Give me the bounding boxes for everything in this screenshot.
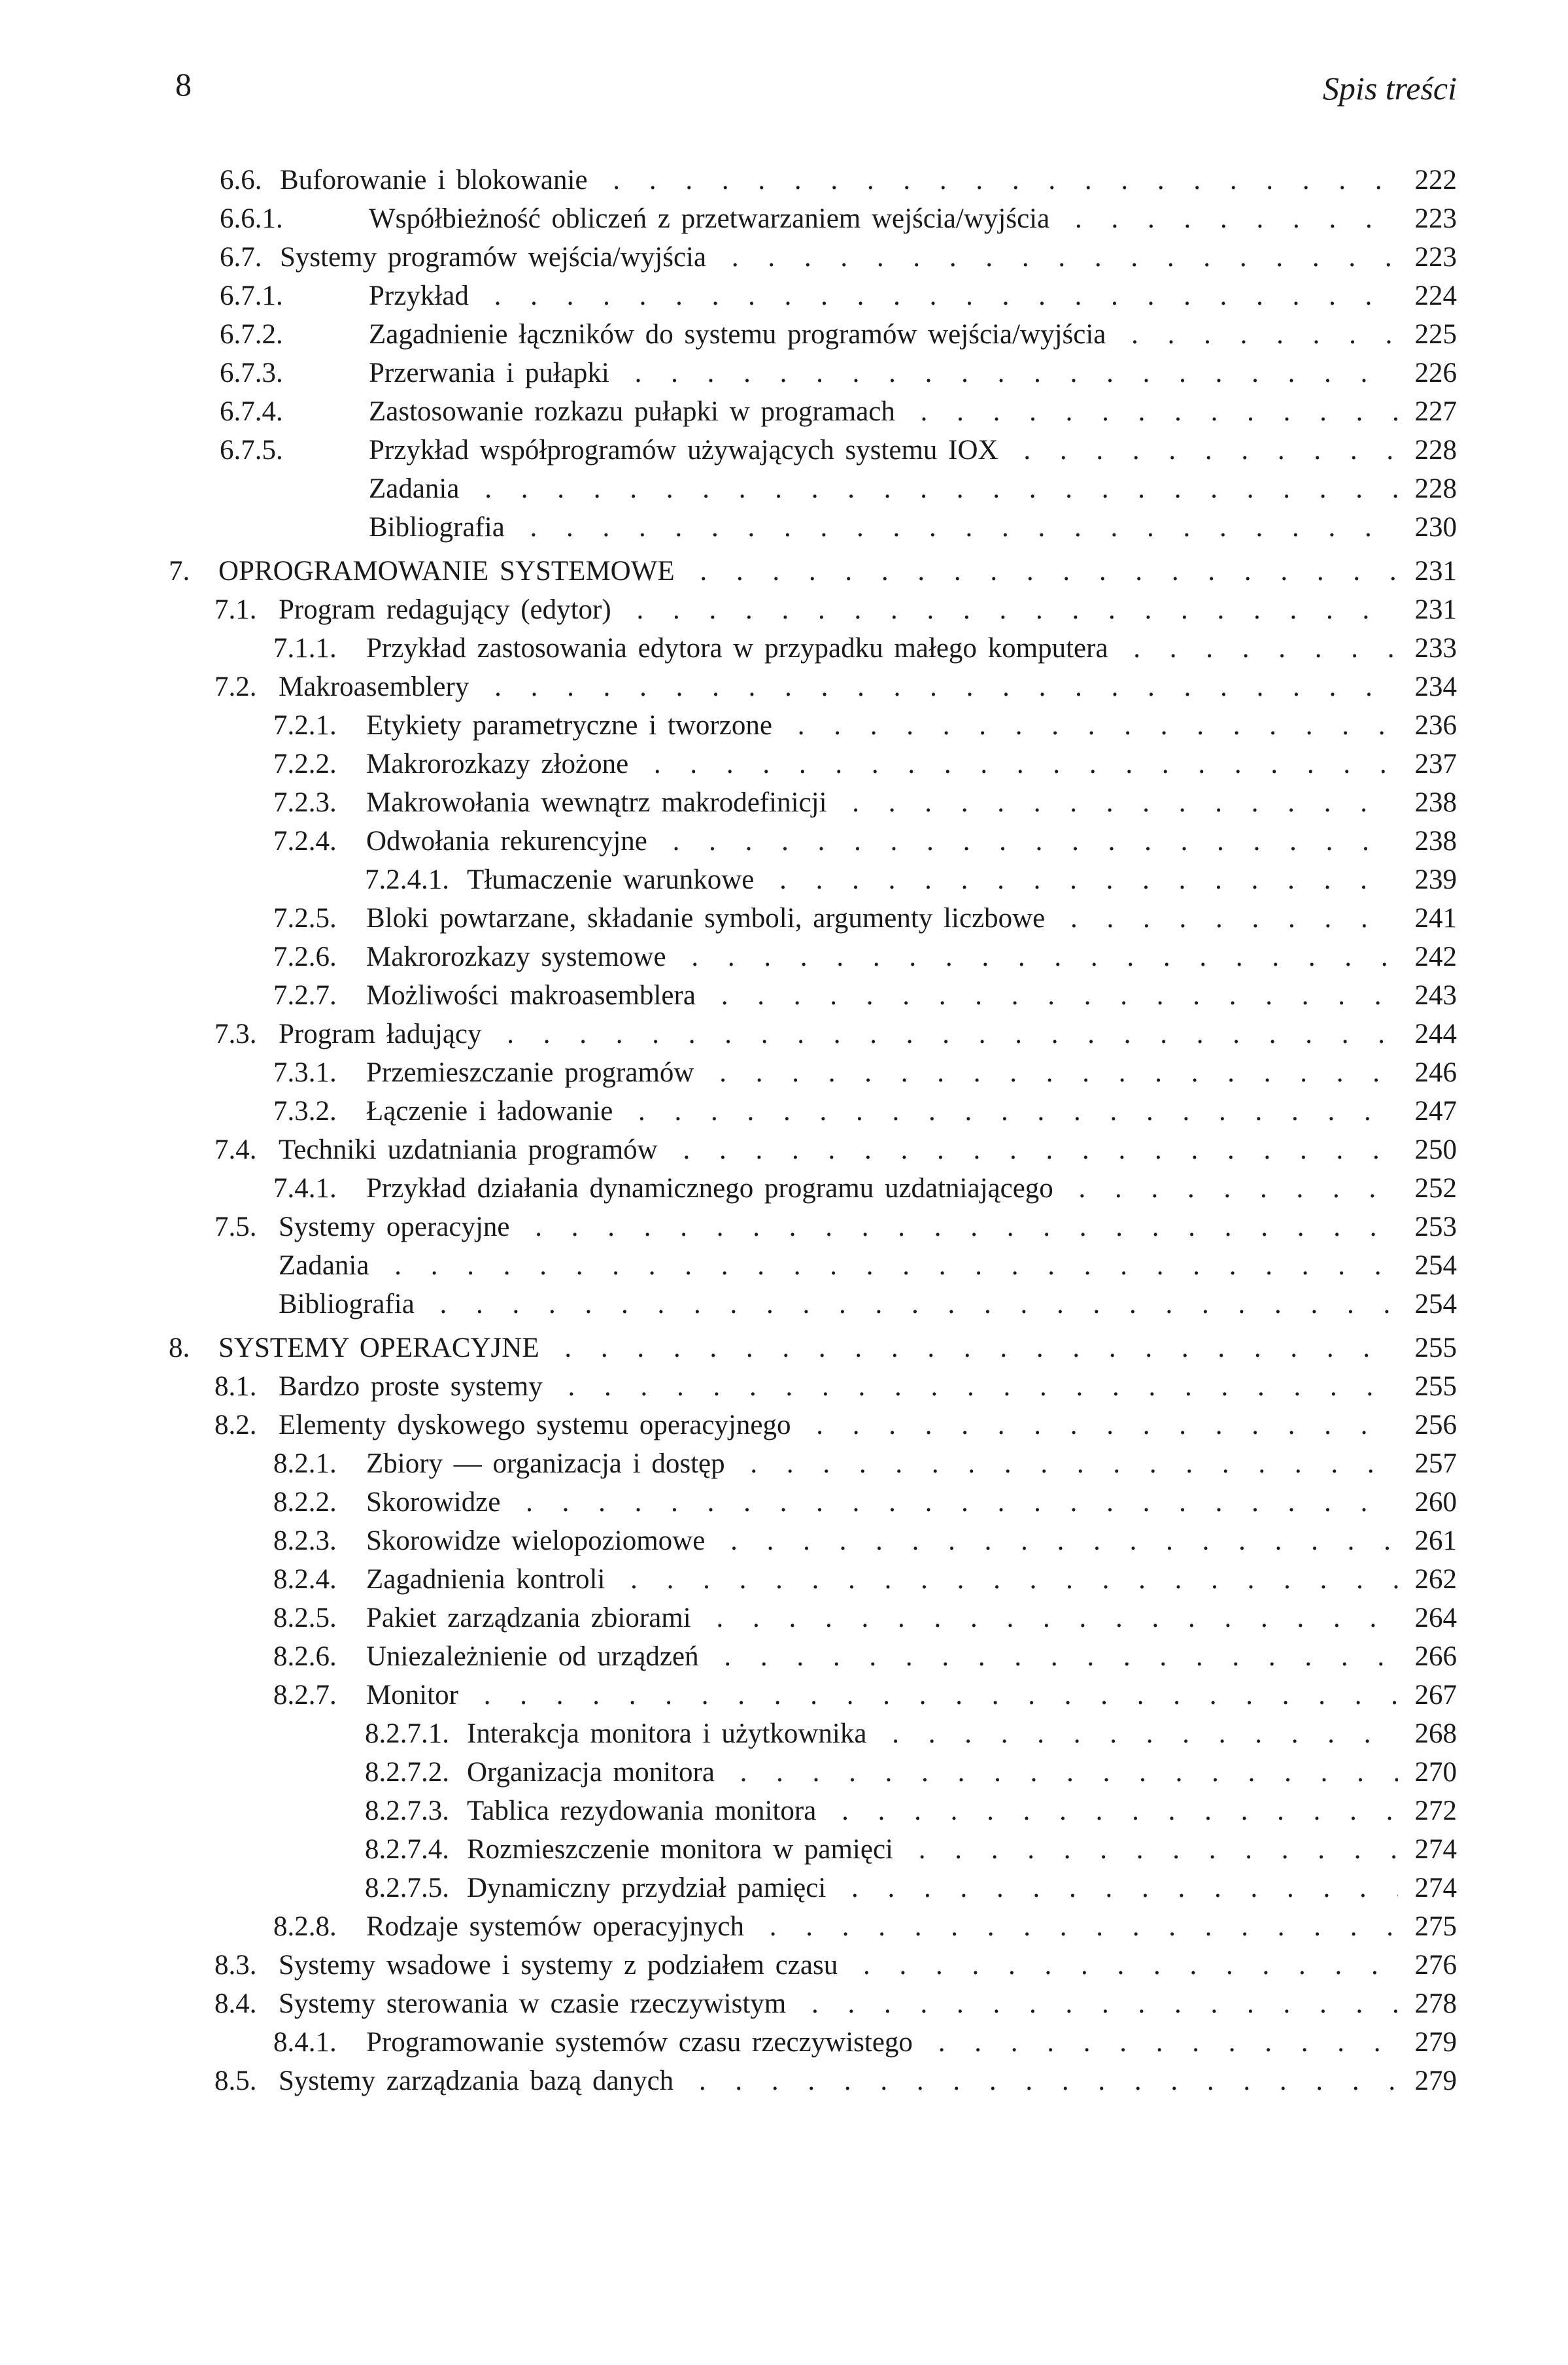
toc-entry-title-text: Tłumaczenie warunkowe	[467, 864, 759, 895]
toc-entry-title-text: Przykład działania dynamicznego programu uzdatniającego	[366, 1173, 1059, 1204]
toc-entry-title-text: Systemy zarządzania bazą danych	[279, 2066, 679, 2096]
toc-entry-page: 222	[1401, 161, 1457, 200]
toc-entry-page: 267	[1401, 1676, 1457, 1715]
toc-entry	[0, 392, 1568, 432]
toc-entry-title	[369, 392, 1398, 432]
toc-entry	[0, 199, 1568, 239]
toc-entry-title	[467, 1869, 1398, 1908]
toc-entry	[0, 1015, 1568, 1054]
toc-entry-title	[366, 1053, 1398, 1093]
toc-entry	[0, 1676, 1568, 1715]
toc-entry-title	[366, 745, 1398, 784]
toc-entry-title-text: Zagadnienie łączników do systemu programów wejścia/wyjścia	[369, 319, 1111, 350]
toc-entry-page: 236	[1401, 706, 1457, 745]
toc-entry-title	[369, 277, 1398, 316]
toc-entry-number: 8.2.7.2.	[365, 1757, 449, 1788]
toc-entry-title	[366, 783, 1398, 823]
toc-entry-title-text: Bloki powtarzane, składanie symboli, argumenty liczbowe	[366, 903, 1050, 934]
toc-entry-title	[467, 860, 1398, 900]
toc-entry-title-text: Techniki uzdatniania programów	[279, 1134, 663, 1165]
toc-entry	[0, 860, 1568, 900]
toc-entry-title-text: Rodzaje systemów operacyjnych	[366, 1911, 749, 1942]
toc-entry-title	[366, 1560, 1398, 1599]
toc-entry-title	[467, 1830, 1398, 1869]
toc-entry	[0, 552, 1568, 591]
toc-entry-title	[279, 2062, 1398, 2101]
toc-entry-number: 8.2.1.	[273, 1448, 337, 1479]
toc-entry	[0, 1637, 1568, 1676]
toc-entry	[0, 1907, 1568, 1947]
page-number: 8	[175, 66, 192, 103]
toc-entry-page: 256	[1401, 1406, 1457, 1445]
toc-entry-page: 233	[1401, 629, 1457, 668]
toc-entry-title	[279, 1984, 1398, 2024]
toc-entry-page: 279	[1401, 2023, 1457, 2062]
toc-entry-number: 6.7.	[220, 242, 262, 273]
toc-entry	[0, 1483, 1568, 1522]
toc-entry-number: 6.7.3.	[220, 358, 283, 388]
toc-entry-page: 278	[1401, 1984, 1457, 2024]
toc-entry-title	[366, 1599, 1398, 1638]
toc-entry-title	[369, 469, 1398, 509]
toc-entry-title	[366, 706, 1398, 745]
toc-entry-page: 255	[1401, 1329, 1457, 1368]
toc-entry-page: 254	[1401, 1246, 1457, 1285]
toc-entry-number: 8.2.5.	[273, 1603, 337, 1633]
toc-entry	[0, 1444, 1568, 1484]
toc-entry-title-text: Rozmieszczenie monitora w pamięci	[467, 1834, 898, 1865]
toc-entry-page: 274	[1401, 1869, 1457, 1908]
toc-entry-title	[218, 1329, 1398, 1368]
toc-entry	[0, 1367, 1568, 1406]
toc-entry-number: 7.4.1.	[273, 1173, 337, 1204]
toc-entry	[0, 277, 1568, 316]
toc-entry-number: 6.6.	[220, 165, 262, 196]
toc-entry	[0, 899, 1568, 938]
toc-entry-title-text: Systemy wsadowe i systemy z podziałem czasu	[279, 1950, 843, 1981]
toc-entry-title-text: Makroasemblery	[279, 672, 474, 702]
toc-entry-page: 238	[1401, 822, 1457, 861]
toc-entry	[0, 1131, 1568, 1170]
toc-entry-title-text: Możliwości makroasemblera	[366, 980, 701, 1011]
toc-entry-title	[467, 1714, 1398, 1754]
toc-entry	[0, 590, 1568, 630]
toc-entry-page: 228	[1401, 431, 1457, 470]
toc-entry-page: 228	[1401, 469, 1457, 509]
toc-entry-title-text: Zagadnienia kontroli	[366, 1564, 610, 1595]
toc-entry	[0, 431, 1568, 470]
toc-entry	[0, 469, 1568, 509]
toc-entry-number: 7.2.3.	[273, 787, 337, 818]
toc-entry-page: 268	[1401, 1714, 1457, 1754]
toc-entry-title-text: Systemy operacyjne	[279, 1212, 515, 1242]
toc-entry-page: 266	[1401, 1637, 1457, 1676]
toc-entry	[0, 938, 1568, 977]
toc-entry-title-text: Uniezależnienie od urządzeń	[366, 1641, 704, 1672]
toc-entry	[0, 1599, 1568, 1638]
toc-entry-title-text: Zastosowanie rozkazu pułapki w programach	[369, 396, 900, 427]
toc-entry-page: 253	[1401, 1208, 1457, 1247]
toc-entry-number: 7.	[169, 556, 190, 587]
toc-entry	[0, 161, 1568, 200]
toc-entry-title-text: Bibliografia	[369, 512, 510, 543]
toc-entry-page: 230	[1401, 508, 1457, 547]
toc-entry-title-text: Odwołania rekurencyjne	[366, 826, 653, 857]
toc-entry-number: 7.1.1.	[273, 633, 337, 664]
toc-entry-page: 244	[1401, 1015, 1457, 1054]
toc-entry	[0, 2023, 1568, 2062]
toc-entry-number: 7.2.	[214, 672, 257, 702]
toc-entry-number: 8.2.7.5.	[365, 1873, 449, 1903]
toc-entry-page: 242	[1401, 938, 1457, 977]
toc-entry-page: 241	[1401, 899, 1457, 938]
toc-entry-title-text: Przykład	[369, 281, 474, 311]
toc-entry-title-text: Zadania	[279, 1250, 374, 1281]
toc-entry-title-text: Monitor	[366, 1680, 464, 1710]
toc-entry	[0, 1753, 1568, 1792]
toc-entry-page: 239	[1401, 860, 1457, 900]
toc-entry	[0, 1946, 1568, 1985]
toc-entry-number: 6.7.5.	[220, 435, 283, 466]
toc-entry-title	[369, 199, 1398, 239]
toc-entry	[0, 1406, 1568, 1445]
toc-entry-number: 7.2.6.	[273, 942, 337, 972]
toc-entry-page: 234	[1401, 668, 1457, 707]
toc-entry-title-text: Systemy sterowania w czasie rzeczywistym	[279, 1988, 791, 2019]
toc-entry-title-text: Tablica rezydowania monitora	[467, 1795, 821, 1826]
toc-entry-title	[279, 1131, 1398, 1170]
toc-entry	[0, 1053, 1568, 1093]
toc-entry-page: 247	[1401, 1092, 1457, 1131]
toc-entry-number: 8.2.7.1.	[365, 1718, 449, 1749]
toc-entry	[0, 1169, 1568, 1208]
toc-entry-title	[218, 552, 1398, 591]
toc-entry	[0, 1984, 1568, 2024]
toc-entry-number: 8.2.3.	[273, 1525, 337, 1556]
toc-entry	[0, 1092, 1568, 1131]
toc-entry	[0, 1285, 1568, 1324]
toc-entry-number: 8.2.8.	[273, 1911, 337, 1942]
toc-entry-page: 238	[1401, 783, 1457, 823]
toc-entry	[0, 315, 1568, 354]
toc-entry	[0, 1208, 1568, 1247]
toc-entry	[0, 1792, 1568, 1831]
toc-entry-number: 7.2.2.	[273, 749, 337, 779]
toc-entry-title	[366, 1092, 1398, 1131]
toc-entry-page: 225	[1401, 315, 1457, 354]
toc-entry-title	[369, 354, 1398, 393]
toc-entry	[0, 1560, 1568, 1599]
toc-entry-page: 231	[1401, 552, 1457, 591]
toc-entry-title-text: Bardzo proste systemy	[279, 1371, 548, 1402]
toc-entry-title	[279, 1285, 1398, 1324]
toc-entry-title	[366, 1483, 1398, 1522]
toc-entry-number: 7.5.	[214, 1212, 257, 1242]
toc-entry-page: 223	[1401, 199, 1457, 239]
toc-entry-page: 260	[1401, 1483, 1457, 1522]
toc-entry-page: 272	[1401, 1792, 1457, 1831]
toc-entry-title-text: Makrowołania wewnątrz makrodefinicji	[366, 787, 832, 818]
toc-entry-title	[279, 1015, 1398, 1054]
toc-entry-title-text: Organizacja monitora	[467, 1757, 720, 1788]
toc-entry	[0, 1329, 1568, 1368]
toc-entry-title	[366, 938, 1398, 977]
toc-entry-page: 279	[1401, 2062, 1457, 2101]
toc-entry-number: 8.2.6.	[273, 1641, 337, 1672]
toc-entry-title	[279, 1367, 1398, 1406]
toc-entry-title	[280, 161, 1398, 200]
toc-entry	[0, 354, 1568, 393]
toc-entry-number: 7.1.	[214, 594, 257, 625]
toc-entry-number: 8.3.	[214, 1950, 257, 1981]
toc-entry-number: 6.7.4.	[220, 396, 283, 427]
toc-entry-title-text: Makrorozkazy złożone	[366, 749, 634, 779]
toc-entry-page: 254	[1401, 1285, 1457, 1324]
toc-entry-number: 7.2.7.	[273, 980, 337, 1011]
toc-entry-title-text: Bibliografia	[279, 1289, 420, 1319]
toc-entry-page: 255	[1401, 1367, 1457, 1406]
toc-entry-number: 7.2.4.1.	[365, 864, 449, 895]
toc-entry-title	[467, 1753, 1398, 1792]
toc-entry-title	[366, 1522, 1398, 1561]
toc-entry-page: 276	[1401, 1946, 1457, 1985]
toc-entry-page: 237	[1401, 745, 1457, 784]
toc-entry-title	[279, 668, 1398, 707]
toc-entry	[0, 238, 1568, 277]
toc-entry-page: 226	[1401, 354, 1457, 393]
toc-entry-title-text: Skorowidze wielopoziomowe	[366, 1525, 710, 1556]
toc-entry	[0, 508, 1568, 547]
toc-entry-number: 8.	[169, 1333, 190, 1363]
toc-entry-title-text: Buforowanie i blokowanie	[280, 165, 593, 196]
toc-entry-number: 8.4.	[214, 1988, 257, 2019]
toc-entry-number: 8.5.	[214, 2066, 257, 2096]
toc-entry-title-text: Przykład zastosowania edytora w przypadku małego komputera	[366, 633, 1114, 664]
toc-entry	[0, 745, 1568, 784]
toc-entry	[0, 1869, 1568, 1908]
toc-entry-title-text: Zbiory — organizacja i dostęp	[366, 1448, 730, 1479]
toc-entry-number: 8.2.2.	[273, 1487, 337, 1518]
toc-entry-title	[366, 1907, 1398, 1947]
toc-entry-page: 275	[1401, 1907, 1457, 1947]
toc-entry-title-text: Etykiety parametryczne i tworzone	[366, 710, 777, 741]
toc-entry-title	[366, 629, 1398, 668]
toc-entry-page: 227	[1401, 392, 1457, 432]
toc-entry	[0, 668, 1568, 707]
toc-entry-title-text: Pakiet zarządzania zbiorami	[366, 1603, 696, 1633]
toc-entry-title-text: Łączenie i ładowanie	[366, 1096, 618, 1127]
toc-entry-title-text: OPROGRAMOWANIE SYSTEMOWE	[218, 556, 680, 587]
toc-entry-title	[369, 508, 1398, 547]
toc-entry-page: 243	[1401, 976, 1457, 1015]
toc-entry-title-text: Systemy programów wejścia/wyjścia	[280, 242, 711, 273]
toc-entry-number: 6.7.2.	[220, 319, 283, 350]
toc-entry-title	[279, 1246, 1398, 1285]
toc-entry-number: 7.3.2.	[273, 1096, 337, 1127]
toc-entry-title	[279, 1406, 1398, 1445]
toc-entry-page: 231	[1401, 590, 1457, 630]
toc-entry-title	[467, 1792, 1398, 1831]
toc-entry-title-text: Program ładujący	[279, 1019, 487, 1049]
toc-entry-title-text: Przemieszczanie programów	[366, 1057, 699, 1088]
toc-entry-number: 7.3.1.	[273, 1057, 337, 1088]
toc-entry-number: 7.2.5.	[273, 903, 337, 934]
toc-entry-number: 8.4.1.	[273, 2027, 337, 2058]
running-title: Spis treści	[1322, 70, 1457, 107]
toc-entry-number: 7.3.	[214, 1019, 257, 1049]
toc-entry-number: 7.2.4.	[273, 826, 337, 857]
toc-entry-number: 8.2.7.	[273, 1680, 337, 1710]
toc-entry-page: 246	[1401, 1053, 1457, 1093]
toc-entry-number: 8.2.7.3.	[365, 1795, 449, 1826]
toc-entry-page: 264	[1401, 1599, 1457, 1638]
toc-entry-title	[366, 1676, 1398, 1715]
toc-entry-title-text: Dynamiczny przydział pamięci	[467, 1873, 831, 1903]
toc-entry-title	[279, 1208, 1398, 1247]
toc-entry-page: 261	[1401, 1522, 1457, 1561]
toc-entry-title-text: Skorowidze	[366, 1487, 505, 1518]
toc-entry-number: 8.1.	[214, 1371, 257, 1402]
toc-entry-title-text: SYSTEMY OPERACYJNE	[218, 1333, 545, 1363]
toc-entry-page: 250	[1401, 1131, 1457, 1170]
toc-entry	[0, 783, 1568, 823]
toc-entry-title	[366, 899, 1398, 938]
toc-entry-title-text: Przerwania i pułapki	[369, 358, 615, 388]
toc-entry-title	[369, 431, 1398, 470]
toc-entry-page: 252	[1401, 1169, 1457, 1208]
toc-entry	[0, 976, 1568, 1015]
toc-entry	[0, 822, 1568, 861]
toc-entry-page: 224	[1401, 277, 1457, 316]
toc-entry	[0, 1830, 1568, 1869]
toc-entry-number: 7.4.	[214, 1134, 257, 1165]
toc-entry-page: 270	[1401, 1753, 1457, 1792]
toc-entry-title-text: Elementy dyskowego systemu operacyjnego	[279, 1410, 796, 1440]
toc-entry-title	[366, 976, 1398, 1015]
toc-entry-title	[279, 1946, 1398, 1985]
toc-entry-title	[366, 1444, 1398, 1484]
toc-entry	[0, 1522, 1568, 1561]
toc-entry	[0, 629, 1568, 668]
toc-entry-title	[366, 2023, 1398, 2062]
toc-entry-title	[366, 822, 1398, 861]
toc-entry	[0, 2062, 1568, 2101]
toc-entry-title	[369, 315, 1398, 354]
toc-entry-title-text: Współbieżność obliczeń z przetwarzaniem wejścia/wyjścia	[369, 203, 1055, 234]
toc-entry-title-text: Programowanie systemów czasu rzeczywistego	[366, 2027, 918, 2058]
toc-entry-number: 6.6.1.	[220, 203, 283, 234]
toc-entry-title-text: Program redagujący (edytor)	[279, 594, 617, 625]
toc-entry-title-text: Interakcja monitora i użytkownika	[467, 1718, 872, 1749]
toc-entry-title-text: Zadania	[369, 473, 464, 504]
toc-entry	[0, 706, 1568, 745]
toc-entry-title	[366, 1169, 1398, 1208]
toc-entry-page: 223	[1401, 238, 1457, 277]
toc-entry-number: 8.2.7.4.	[365, 1834, 449, 1865]
toc-entry-title-text: Makrorozkazy systemowe	[366, 942, 672, 972]
toc-entry-title-text: Przykład współprogramów używających systemu IOX	[369, 435, 1004, 466]
toc-entry-title	[280, 238, 1398, 277]
toc-entry-title	[366, 1637, 1398, 1676]
toc-entry-number: 7.2.1.	[273, 710, 337, 741]
toc-entry-number: 6.7.1.	[220, 281, 283, 311]
toc-entry-page: 262	[1401, 1560, 1457, 1599]
toc-entry-page: 274	[1401, 1830, 1457, 1869]
toc-entry-title	[279, 590, 1398, 630]
toc-entry-number: 8.2.4.	[273, 1564, 337, 1595]
toc-entry-number: 8.2.	[214, 1410, 257, 1440]
toc-entry	[0, 1714, 1568, 1754]
toc-entry	[0, 1246, 1568, 1285]
toc-entry-page: 257	[1401, 1444, 1457, 1484]
